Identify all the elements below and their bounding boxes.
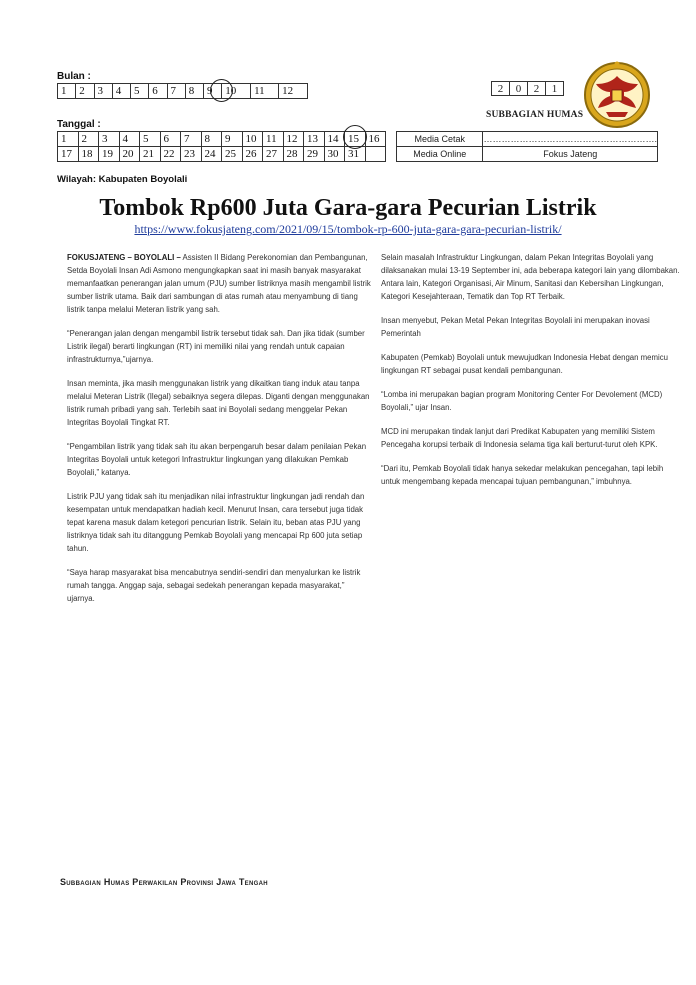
date-cell: 28 <box>283 147 304 162</box>
date-cell: 23 <box>181 147 202 162</box>
date-cell: 29 <box>304 147 325 162</box>
article-paragraph-text: Assisten II Bidang Perekonomian dan Pembangunan, Setda Boyolali Insan Adi Asmono mengungkapkan saat ini masih banyak masyarakat memanfaatkan penerangan jalan umum (PJU) sumber listriknya masih mengambil listrik sumber listrik utama. Baik dari sambungan di atas rumah atau menyambung di tiang listrik tanpa melalui Meteran listrik yang sah. <box>67 253 371 314</box>
month-cell: 11 <box>251 84 279 99</box>
article-paragraph: “Dari itu, Pemkab Boyolali tidak hanya sekedar melakukan pencegahan, tapi lebih untuk mengembang kepada mencapai tujuan pembangunan,” imbuhnya. <box>381 464 664 486</box>
garuda-emblem-icon <box>582 60 652 130</box>
month-cell: 5 <box>131 84 149 99</box>
date-cell: 11 <box>263 132 284 147</box>
subbagian-humas-label: SUBBAGIAN HUMAS <box>486 110 584 120</box>
date-cell: 9 <box>222 132 243 147</box>
article-paragraph: “Lomba ini merupakan bagian program Monitoring Center For Devolement (MCD) Boyolali,” ujar Insan. <box>381 390 663 412</box>
date-cell: 26 <box>242 147 263 162</box>
month-cell: 12 <box>279 84 308 99</box>
article-paragraph: “Pengambilan listrik yang tidak sah itu akan berpengaruh besar dalam penilaian Pekan Integritas Boyolali untuk ketegori Infrastruktur lingkungan yang dilakukan Pemkab Boyolali,” katanya. <box>67 442 367 477</box>
year-digit-cell: 2 <box>528 82 546 96</box>
article-paragraph: Insan meminta, jika masih menggunakan listrik yang dikaitkan tiang induk atau tanpa melalui Meteran Listrik (Ilegal) sebaiknya segera dilepas. Diganti dengan menggunakan listrik rumah pribadi yang sah. Terlebih saat ini Boyolali sedang menggelar Pekan Integritas Boyolali Tingkat RT. <box>67 379 370 427</box>
month-cell: 8 <box>185 84 203 99</box>
date-cell: 15 <box>345 132 366 147</box>
tanggal-label: Tanggal : <box>57 119 101 130</box>
article-paragraph: MCD ini merupakan tindak lanjut dari Predikat Kabupaten yang memiliki Sistem Pencegaha korupsi terbaik di Indonesia selama tiga kali berturut-turut oleh KPK. <box>381 427 658 449</box>
wilayah-label: Wilayah: Kabupaten Boyolali <box>57 174 188 185</box>
date-cell: 10 <box>242 132 263 147</box>
date-cell: 13 <box>304 132 325 147</box>
date-cell: 5 <box>140 132 161 147</box>
date-cell: 2 <box>78 132 99 147</box>
article-left-column <box>67 251 373 616</box>
date-cell: 31 <box>345 147 366 162</box>
article-paragraph <box>67 251 373 316</box>
media-cetak-value: …………………………………………………. <box>483 132 658 147</box>
month-cell: 7 <box>167 84 185 99</box>
article-paragraph: “Saya harap masyarakat bisa mencabutnya sendiri-sendiri dan menyalurkan ke listrik rumah tangga. Anggap saja, sebagai sedekah penerangan kepada masyarakat,” ujarnya. <box>67 568 361 603</box>
date-cell: 16 <box>365 132 386 147</box>
year-boxes <box>491 81 564 96</box>
date-cell: 18 <box>78 147 99 162</box>
date-cell: 30 <box>324 147 345 162</box>
media-cetak-label: Media Cetak <box>397 132 483 147</box>
date-grid <box>57 131 386 162</box>
date-cell: 21 <box>140 147 161 162</box>
media-online-value: Fokus Jateng <box>483 147 658 162</box>
year-digit-cell: 2 <box>492 82 510 96</box>
article-url-link[interactable]: https://www.fokusjateng.com/2021/09/15/tombok-rp-600-juta-gara-gara-pecurian-listrik/ <box>134 222 562 236</box>
article-lead: FOKUSJATENG – BOYOLALI – <box>67 253 181 262</box>
date-cell: 14 <box>324 132 345 147</box>
article-paragraph: Selain masalah Infrastruktur Lingkungan, dalam Pekan Integritas Boyolali yang dilaksanakan mulai 13-19 September ini, ada beberapa kategori lain yang dilombakan. Antara lain, Kategori Organisasi, Air Minum, Sanitasi dan Kebersihan Lingkungan, Kategori Kesejahteraan, Tematik dan Top RT Terbaik. <box>381 253 680 301</box>
month-cell: 10 <box>222 84 251 99</box>
month-cell: 3 <box>94 84 112 99</box>
date-cell: 19 <box>99 147 120 162</box>
article-right-column <box>381 251 681 499</box>
footer-text: Subbagian Humas Perwakilan Provinsi Jawa Tengah <box>60 877 268 887</box>
date-cell: 12 <box>283 132 304 147</box>
month-cell: 2 <box>76 84 94 99</box>
month-cell: 1 <box>58 84 76 99</box>
date-cell: 8 <box>201 132 222 147</box>
article-paragraph: “Penerangan jalan dengan mengambil listrik tersebut tidak sah. Dan jika tidak (sumber Listrik ilegal) berarti lingkungan (RT) ini memiliki nilai yang rendah untuk capaian infrastrukturnya,”ujarnya. <box>67 329 365 364</box>
date-cell: 24 <box>201 147 222 162</box>
article-paragraph: Insan menyebut, Pekan Metal Pekan Integritas Boyolali ini merupakan inovasi Pemerintah <box>381 316 650 338</box>
date-cell: 3 <box>99 132 120 147</box>
month-grid <box>57 83 308 99</box>
bulan-label: Bulan : <box>57 71 91 82</box>
date-cell: 7 <box>181 132 202 147</box>
date-cell: 22 <box>160 147 181 162</box>
selected-date-marker <box>343 125 367 149</box>
year-digit-cell: 0 <box>510 82 528 96</box>
media-table <box>396 131 658 162</box>
date-cell: 27 <box>263 147 284 162</box>
month-cell: 4 <box>112 84 130 99</box>
month-cell: 9 <box>204 84 222 99</box>
date-cell: 4 <box>119 132 140 147</box>
date-cell: 20 <box>119 147 140 162</box>
media-online-label: Media Online <box>397 147 483 162</box>
date-cell: 25 <box>222 147 243 162</box>
date-cell: 1 <box>58 132 79 147</box>
date-cell-empty <box>365 147 386 162</box>
date-cell: 17 <box>58 147 79 162</box>
year-digit-cell: 1 <box>546 82 564 96</box>
article-paragraph: Kabupaten (Pemkab) Boyolali untuk mewujudkan Indonesia Hebat dengan memicu lingkungan RT sebagai pusat kendali pembangunan. <box>381 353 668 375</box>
article-title: Tombok Rp600 Juta Gara-gara Pecurian Listrik <box>99 195 597 221</box>
month-cell: 6 <box>149 84 167 99</box>
date-cell: 6 <box>160 132 181 147</box>
selected-month-marker <box>210 79 233 102</box>
article-paragraph: Listrik PJU yang tidak sah itu menjadikan nilai infrastruktur lingkungan jadi rendah dan kesempatan untuk mendapatkan hadiah kecil. Menurut Insan, cara tersebut juga tidak tepat karena masuk dalam ketegori pencurian listrik. Selain itu, beban atas PJU yang listriknya tidak sah itu ditanggung Pemkab Boyolali yang mencapai Rp 600 juta setiap tahun. <box>67 492 365 553</box>
